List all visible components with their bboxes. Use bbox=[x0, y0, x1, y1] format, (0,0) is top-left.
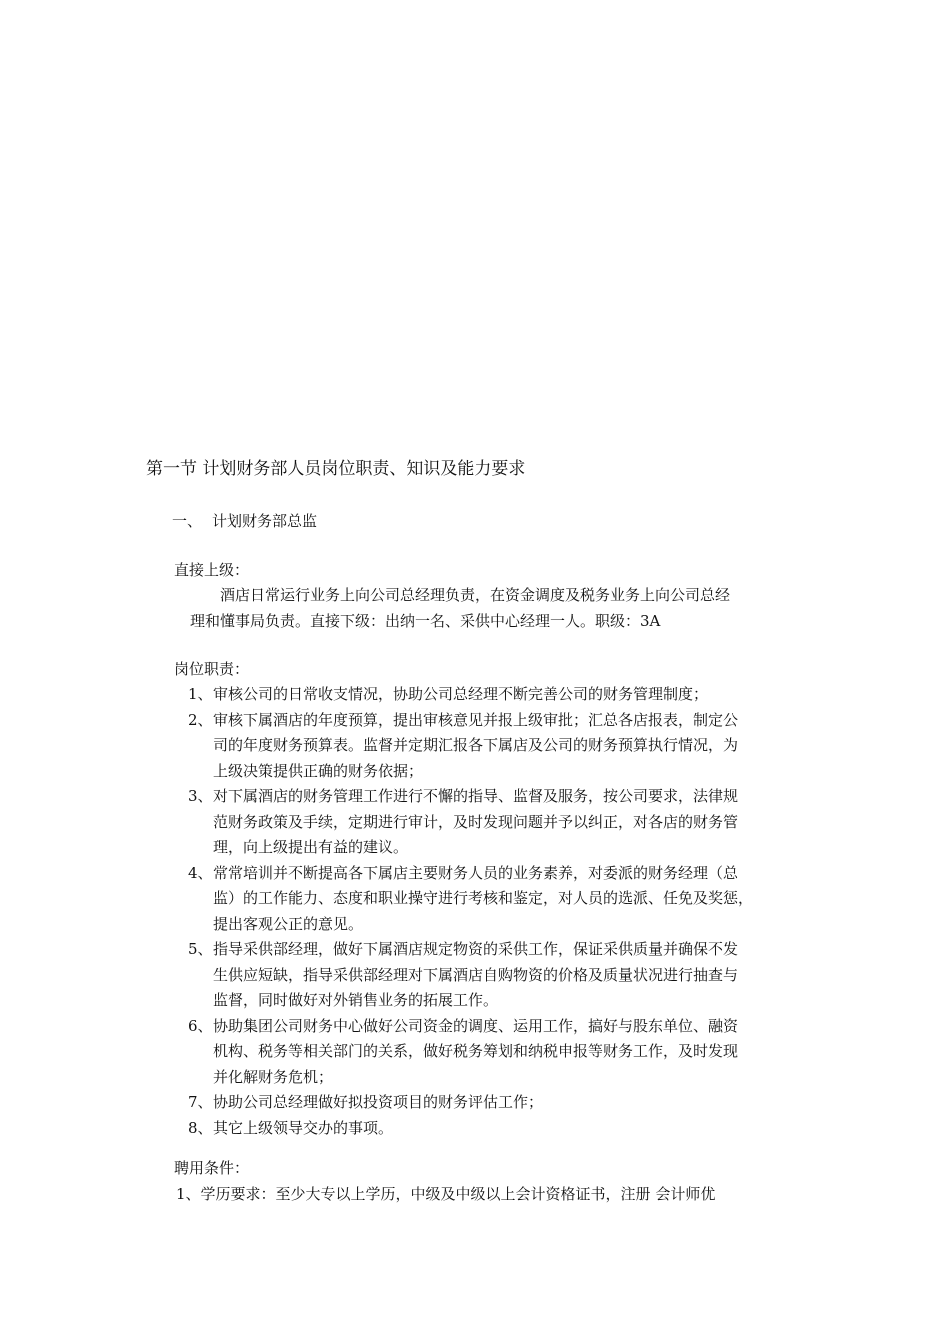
duty-line: 监）的工作能力、态度和职业操守进行考核和鉴定，对人员的选派、任免及奖惩， bbox=[213, 889, 754, 907]
duty-line: 理，向上级提出有益的建议。 bbox=[213, 838, 409, 856]
duty-line: 审核公司的日常收支情况，协助公司总经理不断完善公司的财务管理制度； bbox=[213, 685, 709, 703]
superior-paragraph bbox=[190, 582, 730, 634]
duty-line: 对下属酒店的财务管理工作进行不懈的指导、监督及服务，按公司要求，法律规 bbox=[213, 787, 739, 805]
duty-line: 常常培训并不断提高各下属店主要财务人员的业务素养，对委派的财务经理（总 bbox=[213, 863, 739, 882]
duty-item bbox=[188, 937, 828, 1014]
subsection-heading bbox=[172, 509, 317, 533]
superior-line: 理和懂事局负责。直接下级：出纳一名、采供中心经理一人。职级：3A bbox=[190, 612, 661, 630]
duty-item bbox=[188, 1090, 828, 1116]
duty-item bbox=[188, 784, 828, 861]
duty-index: 5、 bbox=[188, 940, 213, 958]
duty-line: 审核下属酒店的年度预算，提出审核意见并报上级审批；汇总各店报表，制定公 bbox=[213, 710, 739, 729]
duty-line: 协助公司总经理做好拟投资项目的财务评估工作； bbox=[213, 1093, 544, 1111]
subsection-title: 计划财务部总监 bbox=[212, 512, 318, 530]
duty-index: 8、 bbox=[188, 1118, 213, 1137]
duties-label: 岗位职责： bbox=[174, 660, 250, 678]
duty-line: 其它上级领导交办的事项。 bbox=[213, 1118, 394, 1137]
duty-line: 上级决策提供正确的财务依据； bbox=[213, 761, 424, 780]
duty-line: 监督，同时做好对外销售业务的拓展工作。 bbox=[213, 991, 499, 1009]
duty-item bbox=[188, 1116, 828, 1142]
duty-item bbox=[188, 1014, 828, 1091]
hiring-label: 聘用条件： bbox=[174, 1159, 250, 1177]
hiring-line: 1、学历要求：至少大专以上学历，中级及中级以上会计资格证书，注册 会计师优 bbox=[176, 1185, 716, 1203]
superior-label: 直接上级： bbox=[174, 561, 250, 579]
duties-list bbox=[188, 682, 828, 1141]
duty-item bbox=[188, 861, 828, 938]
duty-item bbox=[188, 682, 828, 708]
duty-line: 司的年度财务预算表。监督并定期汇报各下属店及公司的财务预算执行情况，为 bbox=[213, 736, 739, 754]
duty-index: 3、 bbox=[188, 787, 213, 805]
duty-index: 1、 bbox=[188, 685, 213, 703]
section-title: 第一节 计划财务部人员岗位职责、知识及能力要求 bbox=[146, 459, 526, 479]
subsection-number: 一、 bbox=[172, 512, 203, 530]
duty-line: 提出客观公正的意见。 bbox=[213, 914, 364, 933]
duty-index: 6、 bbox=[188, 1016, 213, 1035]
hiring-paragraph bbox=[176, 1181, 715, 1207]
duty-item bbox=[188, 708, 828, 785]
duty-line: 并化解财务危机； bbox=[213, 1067, 334, 1086]
duty-index: 7、 bbox=[188, 1093, 213, 1111]
duty-line: 机构、税务等相关部门的关系，做好税务筹划和纳税申报等财务工作，及时发现 bbox=[213, 1042, 739, 1060]
duty-line: 协助集团公司财务中心做好公司资金的调度、运用工作，搞好与股东单位、融资 bbox=[213, 1016, 739, 1035]
duty-line: 范财务政策及手续，定期进行审计，及时发现问题并予以纠正，对各店的财务管 bbox=[213, 812, 739, 831]
superior-line: 酒店日常运行业务上向公司总经理负责，在资金调度及税务业务上向公司总经 bbox=[220, 586, 731, 604]
duty-index: 4、 bbox=[188, 863, 213, 882]
duty-line: 指导采供部经理，做好下属酒店规定物资的采供工作，保证采供质量并确保不发 bbox=[213, 940, 739, 958]
duty-index: 2、 bbox=[188, 710, 213, 729]
duty-line: 生供应短缺，指导采供部经理对下属酒店自购物资的价格及质量状况进行抽查与 bbox=[213, 965, 739, 984]
